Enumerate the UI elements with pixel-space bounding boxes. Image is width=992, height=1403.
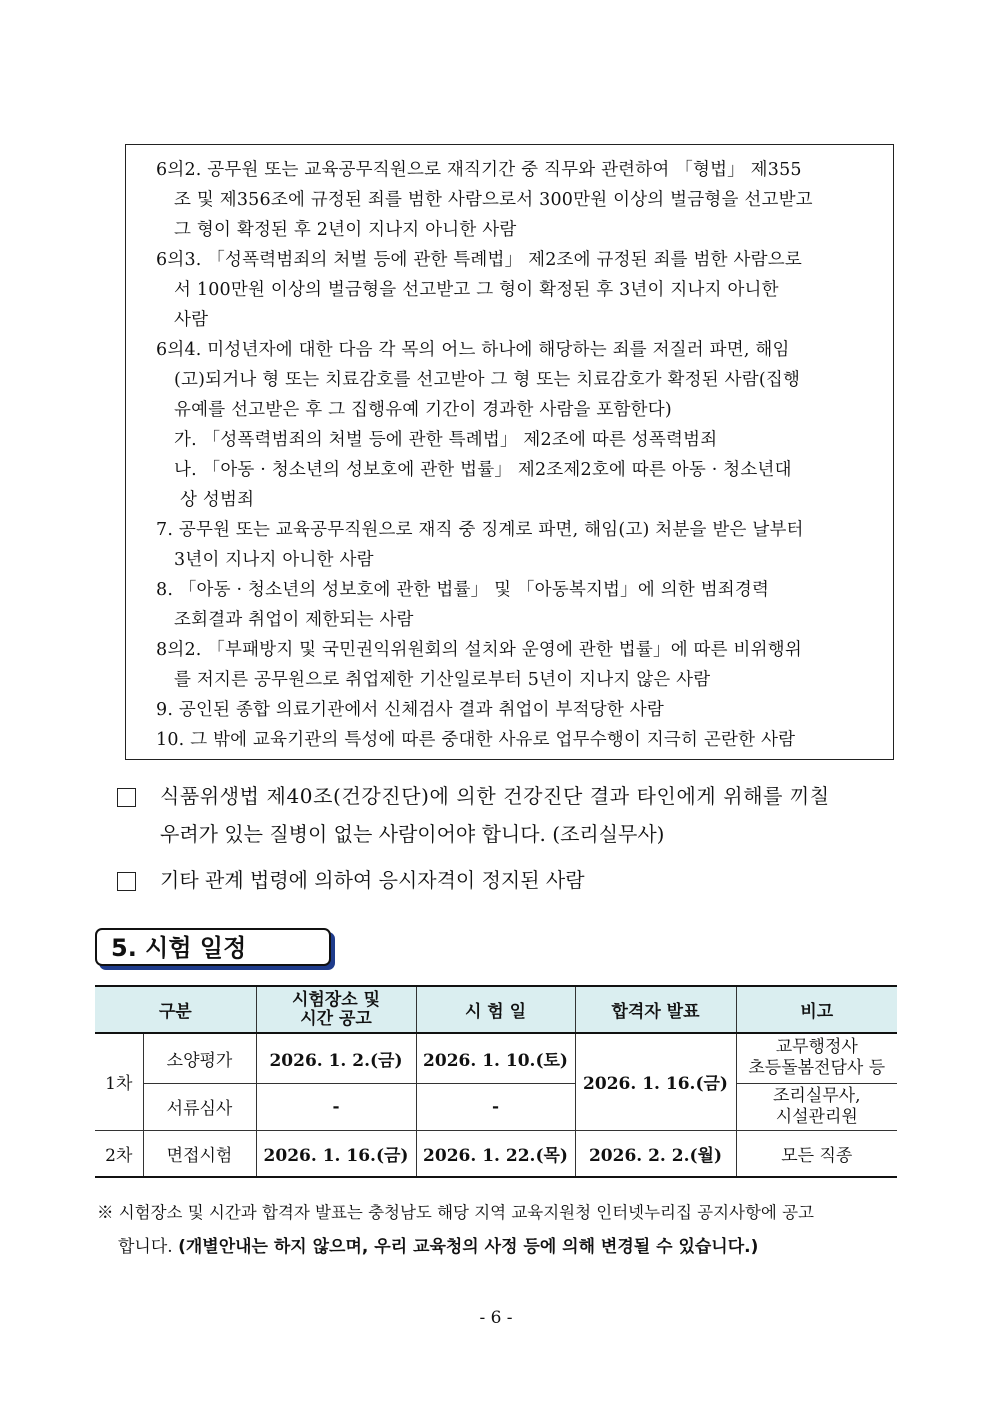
box-line: 8. 「아동 · 청소년의 성보호에 관한 법률」 및 「아동복지법」에 의한 범죄경력 xyxy=(156,580,770,600)
box-line: 3년이 지나지 아니한 사람 xyxy=(174,550,374,570)
exam-date-cell: 2026. 1. 22.(목) xyxy=(416,1130,575,1177)
exam-schedule-table xyxy=(95,985,897,1178)
notice-date-cell: 2026. 1. 16.(금) xyxy=(256,1130,416,1177)
header-category: 구분 xyxy=(95,986,256,1033)
remark-cell: 모든 직종 xyxy=(736,1130,897,1177)
remark-line2: 초등돌봄전담사 등 xyxy=(748,1058,886,1079)
type-cell: 소양평가 xyxy=(143,1033,256,1083)
remark-line2: 시설관리원 xyxy=(775,1106,858,1127)
box-line: 조회결과 취업이 제한되는 사람 xyxy=(174,610,414,630)
header-notice xyxy=(256,986,416,1033)
footnote-line2-bold: (개별안내는 하지 않으며, 우리 교육청의 사정 등에 의해 변경될 수 있습니다.) xyxy=(178,1237,759,1257)
table-row xyxy=(95,1130,897,1177)
footnote-line1: ※ 시험장소 및 시간과 합격자 발표는 충청남도 해당 지역 교육지원청 인터넷누리집 공지사항에 공고 xyxy=(97,1203,814,1222)
check-item-2-line1: 기타 관계 법령에 의하여 응시자격이 정지된 사람 xyxy=(160,868,585,892)
checkbox-icon xyxy=(117,788,136,807)
box-line: 8의2. 「부패방지 및 국민권익위원회의 설치와 운영에 관한 법률」에 따른 비위행위 xyxy=(156,640,802,660)
table-header-row xyxy=(95,986,897,1033)
section-heading xyxy=(95,928,331,966)
notice-date-cell: 2026. 1. 2.(금) xyxy=(256,1033,416,1083)
type-cell: 서류심사 xyxy=(143,1083,256,1130)
box-line: 6의2. 공무원 또는 교육공무직원으로 재직기간 중 직무와 관련하여 「형법」 제355 xyxy=(156,160,802,180)
result-date-cell: 2026. 1. 16.(금) xyxy=(575,1033,736,1130)
exam-date-cell: 2026. 1. 10.(토) xyxy=(416,1033,575,1083)
box-line: 6의4. 미성년자에 대한 다음 각 목의 어느 하나에 해당하는 죄를 저질러 파면, 해임 xyxy=(156,340,790,360)
box-line: 조 및 제356조에 규정된 죄를 범한 사람으로서 300만원 이상의 벌금형을 선고받고 xyxy=(174,190,813,210)
box-line: 상 성범죄 xyxy=(180,490,255,510)
remark-line1: 교무행정사 xyxy=(775,1037,858,1058)
box-line: 유예를 선고받은 후 그 집행유예 기간이 경과한 사람을 포함한다) xyxy=(174,400,672,420)
box-line: 9. 공인된 종합 의료기관에서 신체검사 결과 취업이 부적당한 사람 xyxy=(156,700,664,720)
box-line: 가. 「성폭력범죄의 처벌 등에 관한 특례법」 제2조에 따른 성폭력범죄 xyxy=(174,430,718,450)
check-item-1-line1: 식품위생법 제40조(건강진단)에 의한 건강진단 결과 타인에게 위해를 끼칠 xyxy=(160,784,830,808)
table-row xyxy=(95,1083,897,1130)
box-line: 6의3. 「성폭력범죄의 처벌 등에 관한 특례법」 제2조에 규정된 죄를 범한 사람으로 xyxy=(156,250,802,270)
box-line: (고)되거나 형 또는 치료감호를 선고받아 그 형 또는 치료감호가 확정된 사람(집행 xyxy=(174,370,801,390)
remark-cell xyxy=(736,1033,897,1083)
type-cell: 면접시험 xyxy=(143,1130,256,1177)
box-line: 7. 공무원 또는 교육공무직원으로 재직 중 징계로 파면, 해임(고) 처분을 받은 날부터 xyxy=(156,520,804,540)
box-line: 를 저지른 공무원으로 취업제한 기산일로부터 5년이 지나지 않은 사람 xyxy=(174,670,711,690)
footnote-line2-plain: 합니다. xyxy=(118,1237,173,1257)
check-item-1-line2: 우려가 있는 질병이 없는 사람이어야 합니다. (조리실무사) xyxy=(160,822,665,846)
notice-date-cell: - xyxy=(256,1083,416,1130)
remark-line1: 조리실무사, xyxy=(772,1085,861,1106)
header-notice-line2: 시간 공고 xyxy=(300,1008,372,1029)
header-result: 합격자 발표 xyxy=(575,986,736,1033)
header-remark: 비고 xyxy=(736,986,897,1033)
result-date-cell: 2026. 2. 2.(월) xyxy=(575,1130,736,1177)
box-line: 그 형이 확정된 후 2년이 지나지 아니한 사람 xyxy=(174,220,517,240)
header-exam-date: 시 험 일 xyxy=(416,986,575,1033)
disqualification-box xyxy=(125,144,894,760)
header-notice-line1: 시험장소 및 xyxy=(291,989,381,1010)
checkbox-icon xyxy=(117,872,136,891)
exam-date-cell: - xyxy=(416,1083,575,1130)
box-line: 서 100만원 이상의 벌금형을 선고받고 그 형이 확정된 후 3년이 지나지 아니한 xyxy=(174,280,779,300)
stage-cell: 1차 xyxy=(95,1033,143,1130)
box-line: 10. 그 밖에 교육기관의 특성에 따른 중대한 사유로 업무수행이 지극히 곤란한 사람 xyxy=(156,730,796,750)
section-heading-text: 5. 시험 일정 xyxy=(111,934,247,962)
table-row xyxy=(95,1033,897,1083)
footnote-line2 xyxy=(118,1232,758,1262)
box-line: 나. 「아동 · 청소년의 성보호에 관한 법률」 제2조제2호에 따른 아동 · 청소년대 xyxy=(174,460,792,480)
stage-cell: 2차 xyxy=(95,1130,143,1177)
box-line: 사람 xyxy=(174,310,209,330)
page-number: - 6 - xyxy=(479,1308,513,1328)
remark-cell xyxy=(736,1083,897,1130)
